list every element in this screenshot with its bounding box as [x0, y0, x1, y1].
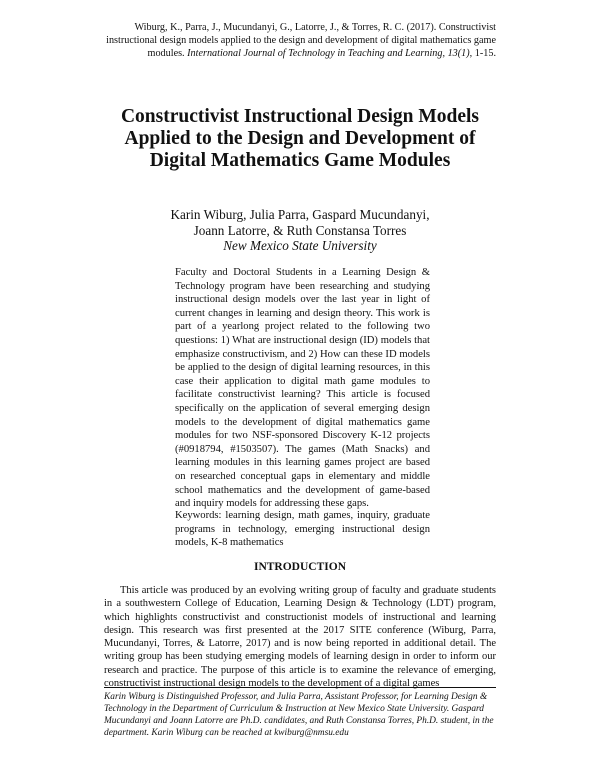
author-line-2: Joann Latorre, & Ruth Constansa Torres	[193, 223, 407, 238]
citation-text: Wiburg, K., Parra, J., Mucundanyi, G., Latorre, J., & Torres, R. C. (2017). Constructivist instructional design models applied to the design and development of digital mathematics game modules.	[106, 22, 496, 59]
footnote-divider	[104, 687, 496, 688]
intro-paragraph: This article was produced by an evolving writing group of faculty and graduate students in a southwestern College of Education, Learning Design & Technology (LDT) program, which highlights constructivist and constructionist models of instructional and learning design. This research was first presented at the 2017 SITE conference (Wiburg, Parra, Mucundanyi, Torres, & Latorre, 2017) and is now being reported in additional detail. The writing group has been studying emerging models of learning design in order to inform our research and practice. The purpose of this article is to examine the relevance of emerging, constructivist instructional design models to the development of a digital games	[104, 585, 496, 690]
author-list	[100, 207, 500, 239]
author-footnote: Karin Wiburg is Distinguished Professor, and Julia Parra, Assistant Professor, for Learning Design & Technology in the Department of Curriculum & Instruction at New Mexico State University. Gaspard Mucundanyi and Joann Latorre are Ph.D. candidates, and Ruth Constansa Torres, Ph.D. student, in the department. Karin Wiburg can be reached at kwiburg@nmsu.edu	[104, 692, 494, 738]
citation-header	[96, 21, 496, 60]
author-line-1: Karin Wiburg, Julia Parra, Gaspard Mucundanyi,	[170, 207, 430, 222]
abstract: Faculty and Doctoral Students in a Learning Design & Technology program have been researching and studying instructional design models over the last year in light of current changes in learning and design theory. This work is part of a yearlong project related to the following two questions: 1) What are instructional design (ID) models that emphasize constructivism, and 2) How can these ID models be applied to the design of digital learning resources, in this case their application to digital math game modules to facilitate constructivist learning? This article is focused specifically on the application of several emerging design models to the development of digital mathematics game modules for two NSF-sponsored Discovery K-12 projects (#0918794, #1503507). The games (Math Snacks) and learning modules in this learning games project are based on researched conceptual gaps in elementary and middle school mathematics and the development of game-based and inquiry models for addressing these gaps.	[175, 267, 430, 510]
keywords: Keywords: learning design, math games, inquiry, graduate programs in technology, emerging instructional design models, K-8 mathematics	[175, 510, 430, 549]
citation-pages: 1-15.	[472, 48, 496, 59]
author-affiliation: New Mexico State University	[223, 238, 377, 253]
section-heading-introduction: INTRODUCTION	[253, 561, 346, 573]
paper-title: Constructivist Instructional Design Models Applied to the Design and Development of Digital Mathematics Game Modules	[120, 106, 480, 171]
citation-journal: International Journal of Technology in Teaching and Learning, 13(1),	[187, 48, 473, 59]
